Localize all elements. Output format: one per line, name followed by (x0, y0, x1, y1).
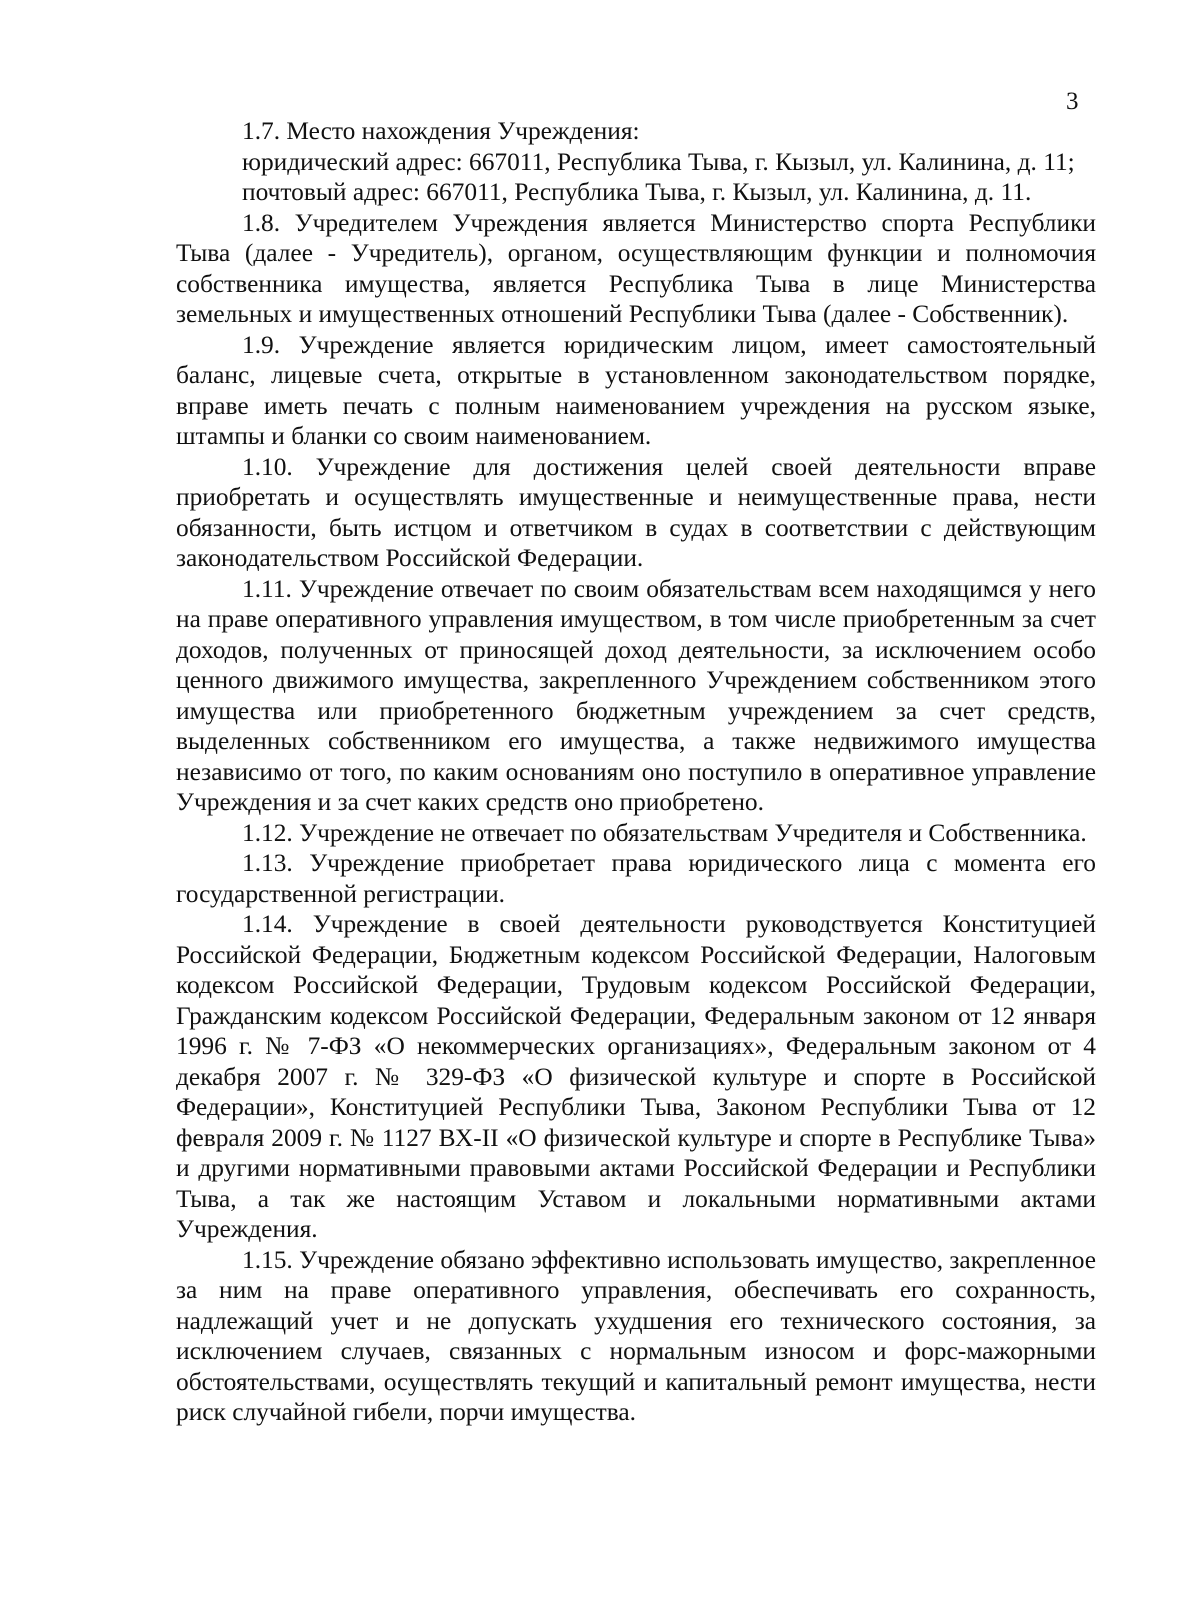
paragraph-1-10: 1.10. Учреждение для достижения целей своей деятельности вправе приобретать и осуществлять имущественные и неимущественные права, нести обязанности, быть истцом и ответчиком в судах в соответствии с действующим законодательством Российской Федерации. (176, 452, 1096, 572)
paragraph-1-12: 1.12. Учреждение не отвечает по обязательствам Учредителя и Собственника. (242, 818, 1087, 847)
paragraph-1-15: 1.15. Учреждение обязано эффективно использовать имущество, закрепленное за ним на праве оперативного управления, обеспечивать его сохранность, надлежащий учет и не допускать ухудшения его технического состояния, за исключением случаев, связанных с нормальным износом и форс-мажорными обстоятельствами, осуществлять текущий и капитальный ремонт имущества, нести риск случайной гибели, порчи имущества. (176, 1245, 1096, 1426)
paragraph-1-8: 1.8. Учредителем Учреждения является Министерство спорта Республики Тыва (далее - Учредитель), органом, осуществляющим функции и полномочия собственника имущества, является Республика Тыва в лице Министерства земельных и имущественных отношений Республики Тыва (далее - Собственник). (176, 208, 1096, 328)
paragraph-1-9: 1.9. Учреждение является юридическим лицом, имеет самостоятельный баланс, лицевые счета, открытые в установленном законодательством порядке, вправе иметь печать с полным наименованием учреждения на русском языке, штампы и бланки со своим наименованием. (176, 330, 1096, 450)
paragraph-1-13: 1.13. Учреждение приобретает права юридического лица с момента его государственной регистрации. (176, 849, 1096, 908)
paragraph-1-11: 1.11. Учреждение отвечает по своим обязательствам всем находящимся у него на праве оперативного управления имуществом, в том числе приобретенным за счет доходов, полученных от приносящей доход деятельности, за исключением особо ценного движимого имущества, закрепленного Учреждением собственником этого имущества или приобретенного бюджетным учреждением за счет средств, выделенных собственником его имущества, а также недвижимого имущества независимо от того, по каким основаниям оно поступило в оперативное управление Учреждения и за счет каких средств оно приобретено. (176, 574, 1096, 816)
page-number: 3 (1066, 88, 1079, 115)
paragraph-1-7: 1.7. Место нахождения Учреждения: (242, 117, 640, 145)
paragraph-legal-address: юридический адрес: 667011, Республика Тыва, г. Кызыл, ул. Калинина, д. 11; (242, 147, 1075, 176)
paragraph-1-14: 1.14. Учреждение в своей деятельности руководствуется Конституцией Российской Федерации, Бюджетным кодексом Российской Федерации, Налоговым кодексом Российской Федерации, Трудовым кодексом Российской Федерации, Гражданским кодексом Российской Федерации, Федеральным законом от 12 января 1996 г. № 7-ФЗ «О некоммерческих организациях», Федеральным законом от 4 декабря 2007 г. № 329-ФЗ «О физической культуре и спорте в Российской Федерации», Конституцией Республики Тыва, Законом Республики Тыва от 12 февраля 2009 г. № 1127 ВХ-II «О физической культуре и спорте в Республике Тыва» и другими нормативными правовыми актами Российской Федерации и Республики Тыва, а так же настоящим Уставом и локальными нормативными актами Учреждения. (176, 910, 1096, 1243)
document-body (176, 116, 1096, 1428)
paragraph-postal-address: почтовый адрес: 667011, Республика Тыва, г. Кызыл, ул. Калинина, д. 11. (242, 178, 1032, 206)
